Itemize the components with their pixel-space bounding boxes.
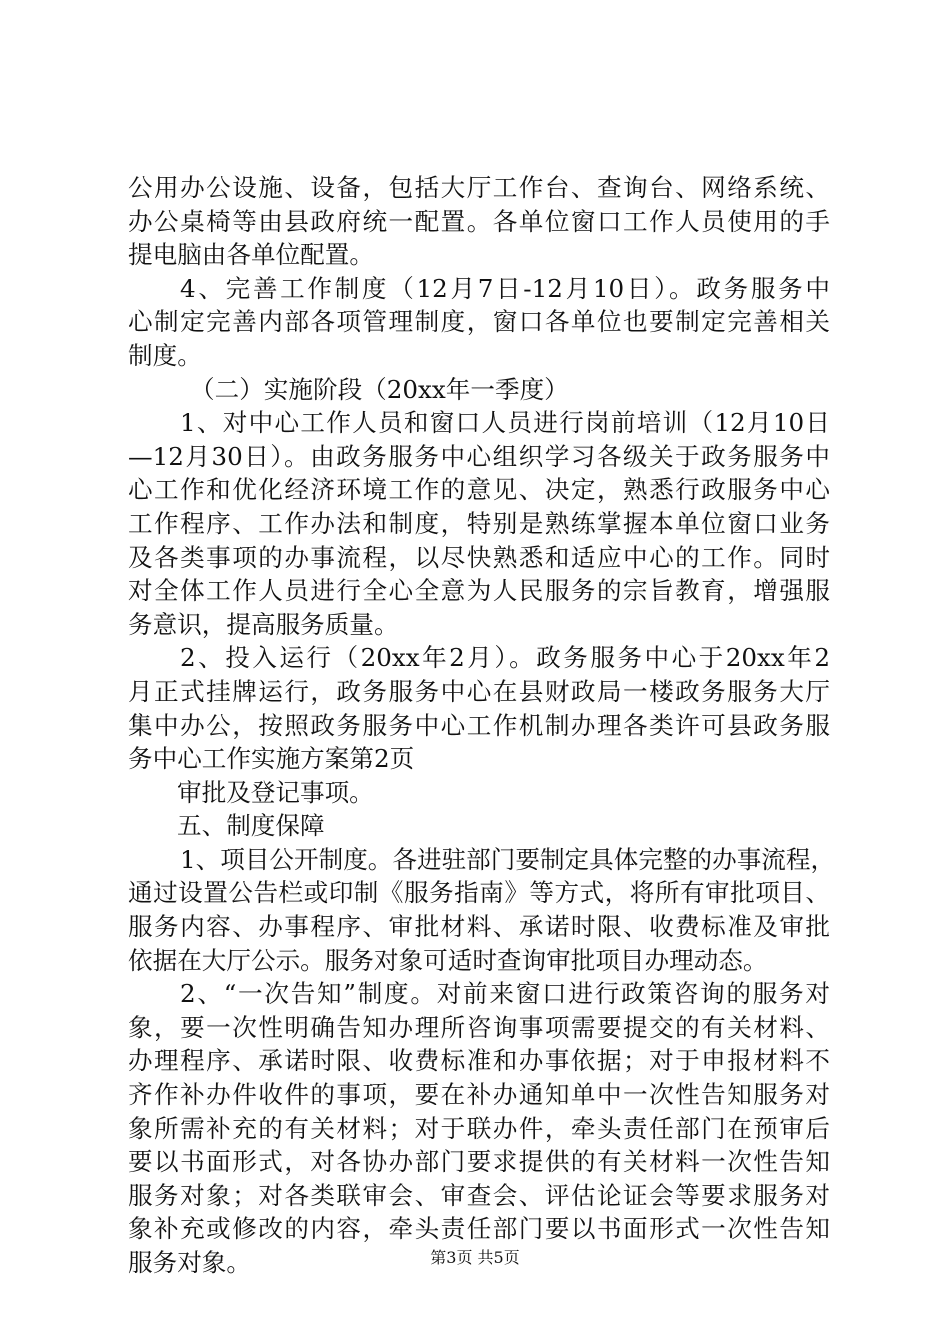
text-line: 心制定完善内部各项管理制度，窗口各单位也要制定完善相关 <box>128 307 830 337</box>
text-line: 务中心工作实施方案第2页 <box>128 744 415 774</box>
text-line: 五、制度保障 <box>177 811 325 841</box>
text-line: 象补充或修改的内容，牵头责任部门要以书面形式一次性告知 <box>128 1214 830 1244</box>
text-line: 办理程序、承诺时限、收费标准和办事依据；对于申报材料不 <box>128 1046 830 1076</box>
text-line: 服务对象。 <box>128 1248 251 1277</box>
text-line: 2、“一次告知”制度。对前来窗口进行政策咨询的服务对 <box>180 979 830 1009</box>
text-line: 办公桌椅等由县政府统一配置。各单位窗口工作人员使用的手 <box>128 206 830 236</box>
text-line: 服务内容、办事程序、审批材料、承诺时限、收费标准及审批 <box>128 912 830 942</box>
page-footer <box>0 1245 950 1268</box>
text-line: 2、投入运行（20xx年2月）。政务服务中心于20xx年2 <box>180 643 830 673</box>
text-line: 月正式挂牌运行，政务服务中心在县财政局一楼政务服务大厅 <box>128 676 830 706</box>
text-line: 齐作补办件收件的事项，要在补办通知单中一次性告知服务对 <box>128 1080 830 1110</box>
text-line: 象所需补充的有关材料；对于联办件，牵头责任部门在预审后 <box>128 1113 830 1143</box>
text-line: 对全体工作人员进行全心全意为人民服务的宗旨教育，增强服 <box>128 576 830 606</box>
text-line: 要以书面形式，对各协办部门要求提供的有关材料一次性告知 <box>128 1147 830 1177</box>
text-line: 提电脑由各单位配置。 <box>128 240 374 270</box>
document-body <box>128 171 836 1280</box>
text-line: 制度。 <box>128 340 202 370</box>
text-line: 及各类事项的办事流程，以尽快熟悉和适应中心的工作。同时 <box>128 542 830 572</box>
text-line: 公用办公设施、设备，包括大厅工作台、查询台、网络系统、 <box>128 173 830 202</box>
text-line: 1、对中心工作人员和窗口人员进行岗前培训（12月10日 <box>180 408 830 438</box>
text-line: 集中办公，按照政务服务中心工作机制办理各类许可县政务服 <box>128 710 830 740</box>
text-line: —12月30日）。由政务服务中心组织学习各级关于政务服务中 <box>128 441 830 471</box>
text-line: 象，要一次性明确告知办理所咨询事项需要提交的有关材料、 <box>128 1012 830 1042</box>
text-line: 依据在大厅公示。服务对象可适时查询审批项目办理动态。 <box>128 945 768 975</box>
text-line: 1、项目公开制度。各进驻部门要制定具体完整的办事流程， <box>180 844 836 874</box>
text-line: 工作程序、工作办法和制度，特别是熟练掌握本单位窗口业务 <box>128 508 830 538</box>
text-line: 通过设置公告栏或印制《服务指南》等方式，将所有审批项目、 <box>128 878 830 908</box>
text-line: 4、完善工作制度（12月7日-12月10日）。政务服务中 <box>180 273 830 303</box>
text-line: 心工作和优化经济环境工作的意见、决定，熟悉行政服务中心 <box>128 475 830 505</box>
text-line: 服务对象；对各类联审会、审查会、评估论证会等要求服务对 <box>128 1180 830 1210</box>
page-number-text: 第3页 共5页 <box>430 1248 520 1267</box>
text-line: 务意识，提高服务质量。 <box>128 609 399 639</box>
text-line: （二）实施阶段（20xx年一季度） <box>190 374 569 404</box>
text-line: 审批及登记事项。 <box>177 777 374 807</box>
